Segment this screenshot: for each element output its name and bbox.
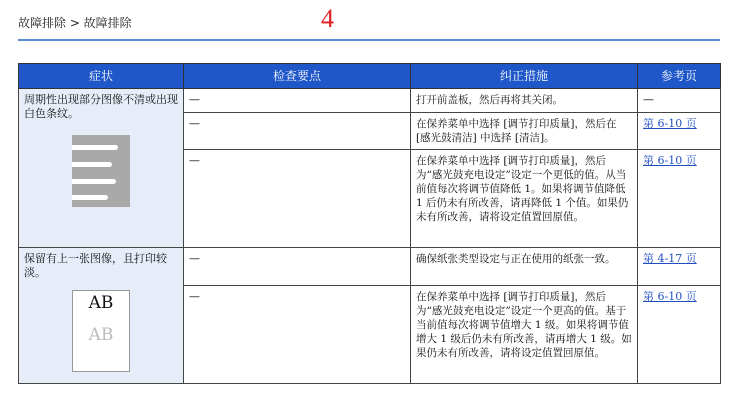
check-cell: — [184, 89, 411, 113]
table-row [19, 89, 721, 113]
page-ref-link[interactable]: 第 6-10 页 [643, 154, 697, 167]
sample-image-ghosting [72, 290, 130, 372]
page-header [0, 0, 735, 42]
symptom-text: 周期性出现部分图像不清或出现白色条纹。 [24, 93, 178, 120]
check-cell: — [184, 286, 411, 384]
sample-text-dark: AB [88, 293, 114, 313]
page-number: 4 [321, 4, 334, 33]
page-ref-link[interactable]: 第 4-17 页 [643, 252, 697, 265]
header-action: 纠正措施 [411, 64, 638, 89]
page-ref-link[interactable]: 第 6-10 页 [643, 290, 697, 303]
header-symptom: 症状 [19, 64, 184, 89]
action-cell: 在保养菜单中选择 [调节打印质量]，然后为“感光鼓充电设定”设定一个更低的值。从当前值每次将调节值降低 1。如果将调节值降低 1 后仍未有所改善，请再降低 1 个值。如果仍未有所改善，请将设定值置回原值。 [411, 150, 638, 248]
symptom-text: 保留有上一张图像，且打印较淡。 [24, 252, 167, 279]
header-ref: 参考页 [638, 64, 721, 89]
ref-cell [638, 248, 721, 286]
action-cell: 打开前盖板，然后再将其关闭。 [411, 89, 638, 113]
ref-cell [638, 286, 721, 384]
action-cell: 在保养菜单中选择 [调节打印质量]，然后在 [感光鼓清洁] 中选择 [清洁]。 [411, 113, 638, 150]
symptom-cell [19, 89, 184, 248]
header-check: 检查要点 [184, 64, 411, 89]
breadcrumb: 故障排除 > 故障排除 [18, 16, 132, 30]
table-row [19, 248, 721, 286]
action-cell: 在保养菜单中选择 [调节打印质量]，然后为“感光鼓充电设定”设定一个更高的值。基于当前值每次将调节值增大 1 级。如果将调节值增大 1 级后仍未有所改善，请再增大 1 级。如果仍未有所改善，请将设定值置回原值。 [411, 286, 638, 384]
sample-text-light: AB [88, 325, 114, 345]
check-cell: — [184, 150, 411, 248]
table-header-row [19, 64, 721, 89]
header-rule [18, 39, 720, 41]
page-ref-link[interactable]: 第 6-10 页 [643, 117, 697, 130]
ref-cell: — [638, 89, 721, 113]
troubleshooting-table [18, 63, 721, 384]
action-cell: 确保纸张类型设定与正在使用的纸张一致。 [411, 248, 638, 286]
check-cell: — [184, 248, 411, 286]
symptom-cell [19, 248, 184, 384]
check-cell: — [184, 113, 411, 150]
ref-cell [638, 150, 721, 248]
ref-cell [638, 113, 721, 150]
sample-image-white-streaks [72, 135, 130, 207]
